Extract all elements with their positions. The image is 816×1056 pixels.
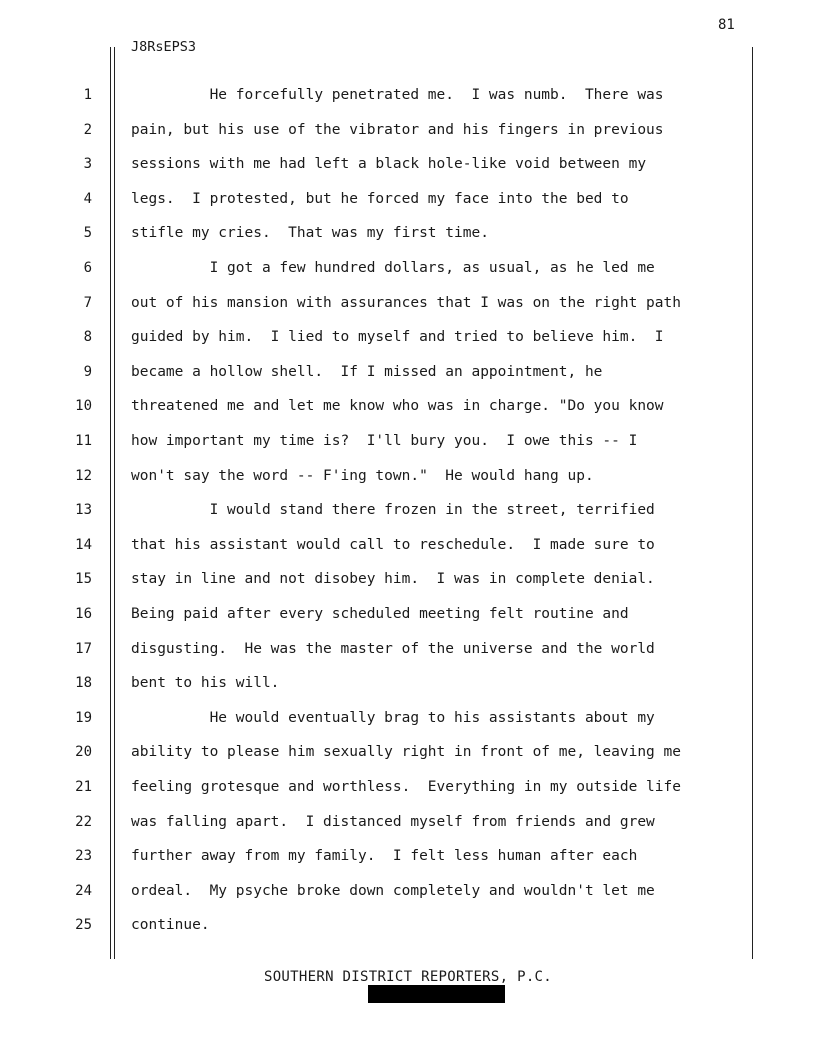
page-number: 81 — [718, 17, 735, 33]
transcript-line: won't say the word -- F'ing town." He would hang up. — [131, 468, 594, 484]
line-number: 17 — [75, 641, 92, 657]
transcript-line: He forcefully penetrated me. I was numb. There was — [131, 87, 664, 103]
transcript-line: ordeal. My psyche broke down completely and wouldn't let me — [131, 883, 655, 899]
footer-reporter-name: SOUTHERN DISTRICT REPORTERS, P.C. — [263, 969, 553, 985]
transcript-line: He would eventually brag to his assistants about my — [131, 710, 655, 726]
line-number: 22 — [75, 814, 92, 830]
transcript-line: bent to his will. — [131, 675, 280, 691]
line-number: 11 — [75, 433, 92, 449]
line-number: 19 — [75, 710, 92, 726]
line-number: 18 — [75, 675, 92, 691]
transcript-line: became a hollow shell. If I missed an appointment, he — [131, 364, 603, 380]
line-number: 21 — [75, 779, 92, 795]
line-number: 8 — [83, 329, 92, 345]
line-number: 15 — [75, 571, 92, 587]
line-number: 9 — [83, 364, 92, 380]
transcript-line: legs. I protested, but he forced my face into the bed to — [131, 191, 629, 207]
transcript-line: I got a few hundred dollars, as usual, as he led me — [131, 260, 655, 276]
line-number: 10 — [75, 398, 92, 414]
transcript-line: ability to please him sexually right in front of me, leaving me — [131, 744, 681, 760]
redaction-bar — [368, 985, 505, 1003]
transcript-line: threatened me and let me know who was in charge. "Do you know — [131, 398, 664, 414]
line-number: 7 — [83, 295, 92, 311]
line-number: 1 — [83, 87, 92, 103]
line-number: 3 — [83, 156, 92, 172]
transcript-line: out of his mansion with assurances that I was on the right path — [131, 295, 681, 311]
transcript-line: I would stand there frozen in the street, terrified — [131, 502, 655, 518]
line-number: 5 — [83, 225, 92, 241]
transcript-line: disgusting. He was the master of the universe and the world — [131, 641, 655, 657]
line-number: 13 — [75, 502, 92, 518]
left-margin-rule-inner — [114, 47, 115, 959]
transcript-line: Being paid after every scheduled meeting felt routine and — [131, 606, 629, 622]
line-number: 16 — [75, 606, 92, 622]
transcript-line: that his assistant would call to reschedule. I made sure to — [131, 537, 655, 553]
line-number: 23 — [75, 848, 92, 864]
transcript-line: feeling grotesque and worthless. Everything in my outside life — [131, 779, 681, 795]
transcript-line: how important my time is? I'll bury you. I owe this -- I — [131, 433, 638, 449]
transcript-line: continue. — [131, 917, 210, 933]
transcript-line: was falling apart. I distanced myself from friends and grew — [131, 814, 655, 830]
line-number: 4 — [83, 191, 92, 207]
line-number: 6 — [83, 260, 92, 276]
transcript-line: stifle my cries. That was my first time. — [131, 225, 489, 241]
transcript-line: guided by him. I lied to myself and tried to believe him. I — [131, 329, 664, 345]
case-identifier: J8RsEPS3 — [131, 39, 197, 55]
line-number: 24 — [75, 883, 92, 899]
line-number: 20 — [75, 744, 92, 760]
left-margin-rule — [110, 47, 111, 959]
line-number: 12 — [75, 468, 92, 484]
line-number: 25 — [75, 917, 92, 933]
transcript-line: stay in line and not disobey him. I was in complete denial. — [131, 571, 655, 587]
right-margin-rule — [752, 47, 753, 959]
transcript-line: pain, but his use of the vibrator and his fingers in previous — [131, 122, 664, 138]
line-number: 14 — [75, 537, 92, 553]
transcript-line: further away from my family. I felt less human after each — [131, 848, 638, 864]
line-number: 2 — [83, 122, 92, 138]
transcript-line: sessions with me had left a black hole-like void between my — [131, 156, 647, 172]
